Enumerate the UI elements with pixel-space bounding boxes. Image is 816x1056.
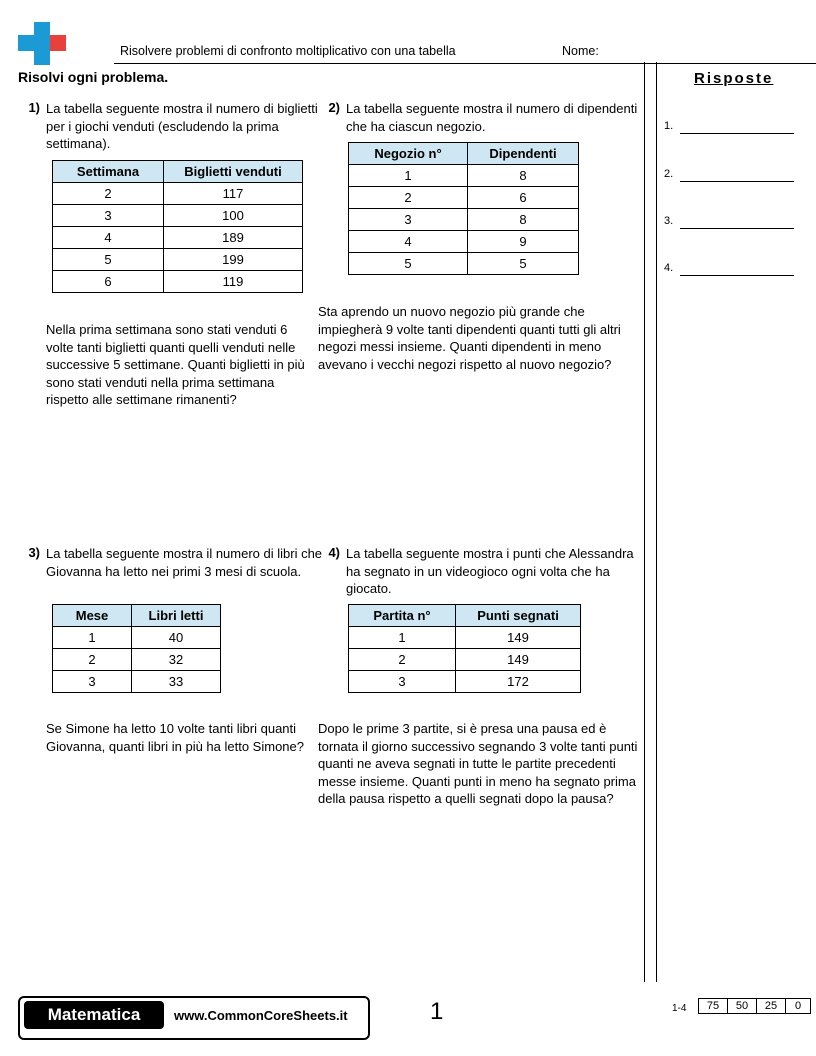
score-range-label: 1-4 [672, 1003, 687, 1014]
table-cell: 1 [53, 627, 132, 649]
answer-number-2: 2. [664, 168, 674, 180]
table-header-cell: Biglietti venduti [164, 161, 303, 183]
table-row [349, 209, 579, 231]
table-header-row [349, 143, 579, 165]
table-cell: 32 [132, 649, 221, 671]
table-row [349, 253, 579, 275]
answers-heading: Risposte [694, 70, 774, 87]
problem-1-question: Nella prima settimana sono stati venduti 6 volte tanti biglietti quanti quelli venduti nelle successive 5 settimane. Quanti biglietti in più sono stati venduti nella prima settimana rispetto alle settimane rimanenti? [46, 322, 305, 407]
plus-cross-logo-icon [18, 22, 74, 68]
table-row [349, 627, 581, 649]
page-number: 1 [430, 998, 444, 1025]
problem-2-number: 2) [328, 100, 340, 115]
table-cell: 4 [53, 227, 164, 249]
instruction-text: Risolvi ogni problema. [18, 69, 169, 85]
table-cell: 8 [468, 209, 579, 231]
table-header-cell: Libri letti [132, 605, 221, 627]
answer-line-1 [680, 133, 794, 134]
problem-1-number: 1) [28, 100, 40, 115]
table-cell: 2 [53, 183, 164, 205]
table-cell: 5 [349, 253, 468, 275]
table-cell: 9 [468, 231, 579, 253]
table-row [349, 671, 581, 693]
table-cell: 199 [164, 249, 303, 271]
table-row [349, 231, 579, 253]
answer-line-3 [680, 228, 794, 229]
table-cell: 3 [349, 209, 468, 231]
table-row [53, 183, 303, 205]
table-header-row [53, 605, 221, 627]
table-cell: 3 [53, 205, 164, 227]
problem-3-number: 3) [28, 545, 40, 560]
table-row [349, 165, 579, 187]
problem-3-question: Se Simone ha letto 10 volte tanti libri quanti Giovanna, quanti libri in più ha letto Simone? [46, 721, 304, 754]
table-cell: 6 [468, 187, 579, 209]
table-cell: 2 [349, 649, 456, 671]
table-row [53, 249, 303, 271]
answer-row-1[interactable] [664, 116, 796, 138]
table-header-cell: Dipendenti [468, 143, 579, 165]
problem-2-prompt: La tabella seguente mostra il numero di dipendenti che ha ciascun negozio. [346, 101, 638, 134]
answer-row-2[interactable] [664, 164, 796, 186]
problem-4-prompt: La tabella seguente mostra i punti che Alessandra ha segnato in un videogioco ogni volta che ha giocato. [346, 546, 634, 596]
score-cell: 50 [728, 999, 757, 1014]
table-row [53, 649, 221, 671]
problem-1-prompt: La tabella seguente mostra il numero di biglietti per i giochi venduti (escludendo la prima settimana). [46, 101, 318, 151]
table-cell: 4 [349, 231, 468, 253]
answer-row-4[interactable] [664, 258, 796, 280]
header-title: Risolvere problemi di confronto moltiplicativo con una tabella [120, 44, 456, 58]
problem-4-table [348, 604, 581, 693]
answer-number-4: 4. [664, 262, 674, 274]
table-row [53, 627, 221, 649]
table-row [53, 205, 303, 227]
table-row [349, 187, 579, 209]
header-name-label: Nome: [562, 44, 599, 58]
table-cell: 40 [132, 627, 221, 649]
footer-url: www.CommonCoreSheets.it [174, 1008, 348, 1023]
table-cell: 189 [164, 227, 303, 249]
column-divider-left [644, 62, 645, 982]
table-row [53, 271, 303, 293]
table-cell: 2 [53, 649, 132, 671]
score-cell: 75 [699, 999, 728, 1014]
table-cell: 100 [164, 205, 303, 227]
table-cell: 119 [164, 271, 303, 293]
answer-row-3[interactable] [664, 211, 796, 233]
column-divider-right [656, 62, 657, 982]
table-header-cell: Mese [53, 605, 132, 627]
table-cell: 149 [456, 649, 581, 671]
problem-4-number: 4) [328, 545, 340, 560]
problem-1-table [52, 160, 303, 293]
table-header-cell: Negozio n° [349, 143, 468, 165]
table-header-cell: Punti segnati [456, 605, 581, 627]
score-table [698, 998, 811, 1014]
table-cell: 5 [468, 253, 579, 275]
table-cell: 33 [132, 671, 221, 693]
table-row [349, 649, 581, 671]
score-cell: 0 [786, 999, 811, 1014]
table-cell: 3 [53, 671, 132, 693]
answer-line-2 [680, 181, 794, 182]
table-row [53, 227, 303, 249]
problem-4-question: Dopo le prime 3 partite, si è presa una pausa ed è tornata il giorno successivo segnando 3 volte tanti punti quanti ne aveva segnati in tutte le partite precedenti messe insieme. Quanti punti in meno ha segnato prima della pausa rispetto a quelli segnati dopo la pausa? [318, 721, 638, 806]
problem-3-table [52, 604, 221, 693]
score-row [699, 999, 811, 1014]
answer-number-1: 1. [664, 120, 674, 132]
table-row [53, 671, 221, 693]
table-cell: 149 [456, 627, 581, 649]
table-cell: 172 [456, 671, 581, 693]
page-header [18, 22, 798, 64]
table-header-cell: Partita n° [349, 605, 456, 627]
table-header-cell: Settimana [53, 161, 164, 183]
table-cell: 1 [349, 165, 468, 187]
table-header-row [53, 161, 303, 183]
footer-brand-badge: Matematica [24, 1001, 164, 1029]
problem-2-table [348, 142, 579, 275]
table-cell: 5 [53, 249, 164, 271]
header-divider [114, 63, 816, 64]
table-cell: 2 [349, 187, 468, 209]
table-header-row [349, 605, 581, 627]
problem-3-prompt: La tabella seguente mostra il numero di libri che Giovanna ha letto nei primi 3 mesi di scuola. [46, 546, 323, 579]
table-cell: 1 [349, 627, 456, 649]
answer-line-4 [680, 275, 794, 276]
table-cell: 117 [164, 183, 303, 205]
table-cell: 8 [468, 165, 579, 187]
table-cell: 3 [349, 671, 456, 693]
table-cell: 6 [53, 271, 164, 293]
problem-2-question: Sta aprendo un nuovo negozio più grande che impiegherà 9 volte tanti dipendenti quanti tutti gli altri negozi messi insieme. Quanti dipendenti in meno avevano i vecchi negozi rispetto al nuovo negozio? [318, 304, 621, 372]
score-cell: 25 [757, 999, 786, 1014]
answer-number-3: 3. [664, 215, 674, 227]
